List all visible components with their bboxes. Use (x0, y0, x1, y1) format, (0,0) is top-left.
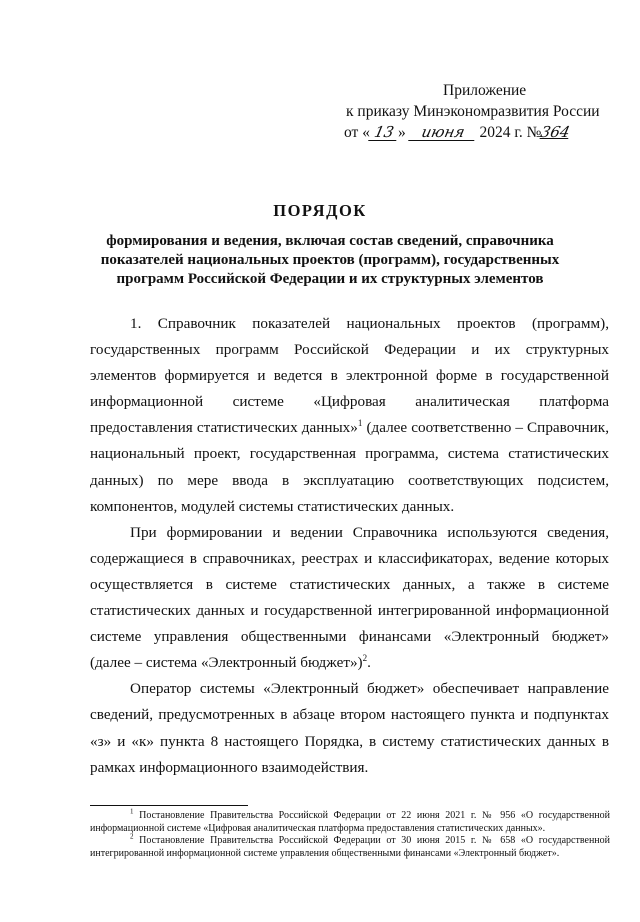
handwritten-month: июня (408, 124, 478, 141)
paragraph-1-text-cont: (далее соответственно – Справочник, национальный проект, государственная программа, система статистических данных) по мере ввода в эксплуатацию соответствующих подсистем, компонентов, модулей системы статистических данных. (90, 419, 609, 515)
footnote-2-text: Постановление Правительства Российской Федерации от 30 июня 2015 г. № 658 «О государственной интегрированной информационной системе управления общественными финансами «Электронный бюджет». (90, 835, 610, 859)
paragraph-2-text-end: . (367, 654, 371, 672)
footnote-separator (90, 805, 248, 806)
date-year: 2024 г. № (479, 124, 542, 141)
document-subtitle: формирования и ведения, включая состав сведений, справочника показателей национальных проектов (программ), государственных программ Российской Федерации и их структурных элементов (100, 233, 560, 287)
paragraph-2 (90, 520, 609, 677)
footnote-ref-1: 1 (357, 418, 363, 429)
paragraph-1-text: 1. Справочник показателей национальных проектов (программ), государственных программ Российской Федерации и их структурных элементов формируется и ведется в электронной форме в государственной информационной системе «Цифровая аналитическая платформа предоставления статистических данных» (90, 315, 609, 437)
footnote-1 (90, 807, 610, 835)
footnote-2 (90, 832, 610, 860)
handwritten-day: 13 (368, 124, 400, 141)
paragraph-3: Оператор системы «Электронный бюджет» обеспечивает направление сведений, предусмотренных в абзаце втором настоящего пункта и подпунктах «з» и «к» пункта 8 настоящего Порядка, в систему статистических данных в рамках информационного взаимодействия. (90, 680, 609, 776)
footnote-2-marker: 2 (130, 832, 134, 841)
date-prefix: от « (344, 124, 370, 141)
handwritten-order-number: 364 (539, 123, 573, 141)
document-title: ПОРЯДОК (273, 201, 367, 220)
document-body (90, 311, 609, 781)
paragraph-2-text: При формировании и ведении Справочника используются сведения, содержащиеся в справочниках, реестрах и классификаторах, ведение которых осуществляется в системе статистических данных, а также в системе статистических данных и государственной интегрированной информационной системе управления общественными финансами «Электронный бюджет» (далее – система «Электронный бюджет») (90, 523, 609, 672)
date-quote-close: » (397, 124, 406, 141)
footnote-1-text: Постановление Правительства Российской Федерации от 22 июня 2021 г. № 956 «О государственной информационной системе «Цифровая аналитическая платформа предоставления статистических данных». (90, 810, 610, 834)
paragraph-1 (90, 311, 609, 520)
appendix-header (340, 80, 610, 143)
order-date-line (340, 122, 610, 143)
footnote-1-marker: 1 (130, 807, 134, 816)
appendix-label: Приложение (443, 82, 527, 99)
footnotes (90, 807, 610, 860)
order-reference: к приказу Минэкономразвития России (346, 103, 600, 120)
footnote-ref-2: 2 (362, 653, 368, 664)
